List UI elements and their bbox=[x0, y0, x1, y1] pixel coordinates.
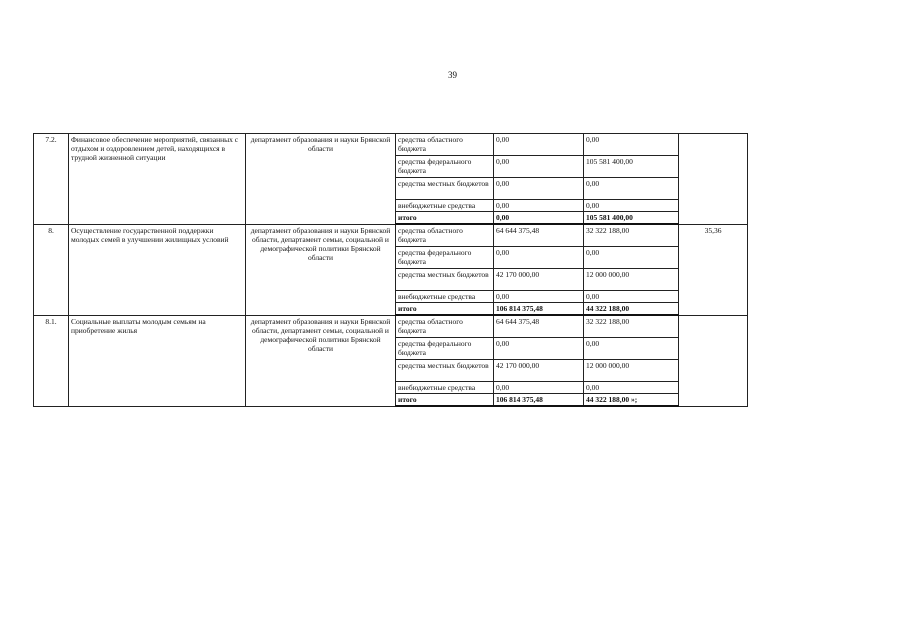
row-number: 8.1. bbox=[34, 315, 69, 406]
amount-col-1: 0,00 bbox=[494, 212, 584, 225]
activity-name: Финансовое обеспечение мероприятий, связанных с отдыхом и оздоровлением детей, находящихся в трудной жизненной ситуации bbox=[69, 134, 246, 225]
amount-col-2: 44 322 188,00 bbox=[584, 303, 679, 316]
funding-source: итого bbox=[396, 212, 494, 225]
funding-source: итого bbox=[396, 303, 494, 316]
amount-col-2: 12 000 000,00 bbox=[584, 269, 679, 291]
amount-col-1: 0,00 bbox=[494, 382, 584, 394]
amount-col-2: 32 322 188,00 bbox=[584, 315, 679, 338]
amount-col-1: 42 170 000,00 bbox=[494, 360, 584, 382]
amount-col-2: 105 581 400,00 bbox=[584, 212, 679, 225]
amount-col-1: 0,00 bbox=[494, 291, 584, 303]
executor: департамент образования и науки Брянской области bbox=[246, 134, 396, 225]
amount-col-2: 0,00 bbox=[584, 200, 679, 212]
table-row bbox=[34, 315, 748, 338]
amount-col-1: 0,00 bbox=[494, 178, 584, 200]
funding-source: средства федерального бюджета bbox=[396, 247, 494, 269]
funding-source: средства местных бюджетов bbox=[396, 269, 494, 291]
indicator-value: 35,36 bbox=[679, 224, 748, 315]
indicator-value bbox=[679, 134, 748, 225]
amount-col-2: 0,00 bbox=[584, 382, 679, 394]
activity-name: Осуществление государственной поддержки молодых семей в улучшении жилищных условий bbox=[69, 224, 246, 315]
table-row bbox=[34, 224, 748, 247]
funding-source: средства местных бюджетов bbox=[396, 178, 494, 200]
amount-col-2: 0,00 bbox=[584, 178, 679, 200]
row-number: 8. bbox=[34, 224, 69, 315]
amount-col-1: 64 644 375,48 bbox=[494, 315, 584, 338]
amount-col-2: 0,00 bbox=[584, 338, 679, 360]
amount-col-2: 0,00 bbox=[584, 291, 679, 303]
amount-col-2: 0,00 bbox=[584, 247, 679, 269]
indicator-value bbox=[679, 315, 748, 406]
funding-source: внебюджетные средства bbox=[396, 291, 494, 303]
funding-source: внебюджетные средства bbox=[396, 382, 494, 394]
funding-source: средства областного бюджета bbox=[396, 134, 494, 156]
funding-source: итого bbox=[396, 394, 494, 407]
amount-col-1: 0,00 bbox=[494, 247, 584, 269]
funding-source: внебюджетные средства bbox=[396, 200, 494, 212]
amount-col-1: 106 814 375,48 bbox=[494, 303, 584, 316]
amount-col-1: 42 170 000,00 bbox=[494, 269, 584, 291]
amount-col-1: 0,00 bbox=[494, 156, 584, 178]
executor: департамент образования и науки Брянской области, департамент семьи, социальной и демографической политики Брянской области bbox=[246, 315, 396, 406]
amount-col-2: 105 581 400,00 bbox=[584, 156, 679, 178]
amount-col-2: 32 322 188,00 bbox=[584, 224, 679, 247]
funding-source: средства федерального бюджета bbox=[396, 156, 494, 178]
funding-source: средства областного бюджета bbox=[396, 315, 494, 338]
amount-col-2: 44 322 188,00 »; bbox=[584, 394, 679, 407]
amount-col-1: 106 814 375,48 bbox=[494, 394, 584, 407]
amount-col-2: 0,00 bbox=[584, 134, 679, 156]
amount-col-1: 0,00 bbox=[494, 200, 584, 212]
funding-source: средства местных бюджетов bbox=[396, 360, 494, 382]
executor: департамент образования и науки Брянской области, департамент семьи, социальной и демографической политики Брянской области bbox=[246, 224, 396, 315]
activity-name: Социальные выплаты молодым семьям на приобретение жилья bbox=[69, 315, 246, 406]
funding-source: средства федерального бюджета bbox=[396, 338, 494, 360]
budget-table bbox=[33, 133, 748, 407]
amount-col-1: 64 644 375,48 bbox=[494, 224, 584, 247]
amount-col-2: 12 000 000,00 bbox=[584, 360, 679, 382]
page-number: 39 bbox=[448, 70, 457, 80]
table-row bbox=[34, 134, 748, 156]
funding-source: средства областного бюджета bbox=[396, 224, 494, 247]
row-number: 7.2. bbox=[34, 134, 69, 225]
amount-col-1: 0,00 bbox=[494, 134, 584, 156]
amount-col-1: 0,00 bbox=[494, 338, 584, 360]
